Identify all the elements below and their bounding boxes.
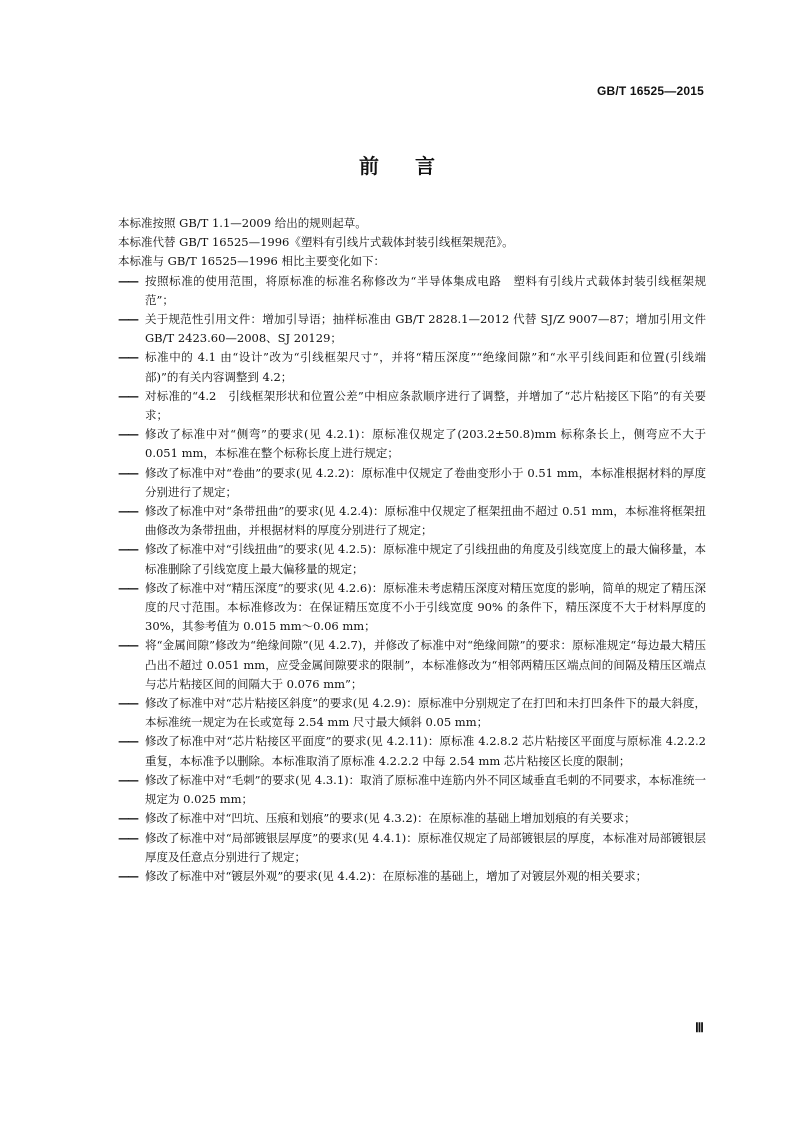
dash-marker: —— [118,811,137,826]
change-text: 按照标准的使用范围，将原标准的标准名称修改为“半导体集成电路 塑料有引线片式载体封装引线框架规范”； [145,273,706,307]
dash-marker: —— [118,830,137,845]
change-text: 修改了标准中对“凹坑、压痕和划痕”的要求(见 4.3.2)：在原标准的基础上增加划痕的有关要求； [145,811,636,826]
change-item [118,579,706,637]
change-text: 修改了标准中对“镀层外观”的要求(见 4.4.2)：在原标准的基础上，增加了对镀层外观的相关要求； [145,868,648,883]
change-item [118,540,706,578]
intro-paragraph: 本标准按照 GB/T 1.1—2009 给出的规则起草。 [118,216,367,230]
change-text: 对标准的“4.2 引线框架形状和位置公差”中相应条款顺序进行了调整，并增加了“芯片粘接区下陷”的有关要求； [145,388,706,423]
dash-marker: —— [118,388,137,403]
foreword-content [118,214,706,886]
change-item [118,387,706,425]
change-item [118,348,706,386]
change-text: 修改了标准中对“毛刺”的要求(见 4.3.1)：取消了原标准中连筋内外不同区域垂直毛刺的不同要求，本标准统一规定为 0.025 mm； [145,772,706,807]
change-text: 修改了标准中对“条带扭曲”的要求(见 4.2.4)：原标准中仅规定了框架扭曲不超过 0.51 mm，本标准将框架扭曲修改为条带扭曲，并根据材料的厚度分别进行了规定； [145,504,706,538]
dash-marker: —— [118,580,137,595]
change-text: 修改了标准中对“侧弯”的要求(见 4.2.1)：原标准仅规定了(203.2±50.8)mm 标称条长上，侧弯应不大于 0.051 mm，本标准在整个标称长度上进行规定； [145,427,706,461]
change-item [118,425,706,463]
dash-marker: —— [118,772,137,787]
dash-marker: —— [118,734,137,749]
dash-marker: —— [118,638,137,653]
change-text: 修改了标准中对“局部镀银层厚度”的要求(见 4.4.1)：原标准仅规定了局部镀银层的厚度，本标准对局部镀银层厚度及任意点分别进行了规定； [145,830,706,864]
change-item [118,310,706,348]
dash-marker: —— [118,542,137,557]
change-item [118,694,706,732]
change-item [118,502,706,540]
change-text: 修改了标准中对“芯片粘接区斜度”的要求(见 4.2.9)：原标准中分别规定了在打凹和未打凹条件下的最大斜度，本标准统一规定为在长或宽每 2.54 mm 尺寸最大倾斜 0.05 mm； [145,696,706,730]
dash-marker: —— [118,465,137,480]
page-number: Ⅲ [695,1020,704,1035]
intro-paragraph: 本标准与 GB/T 16525—1996 相比主要变化如下： [118,254,385,269]
change-item [118,272,706,310]
change-item [118,867,706,886]
dash-marker: —— [118,350,137,365]
change-text: 修改了标准中对“精压深度”的要求(见 4.2.6)：原标准未考虑精压深度对精压宽度的影响，简单的规定了精压深度的尺寸范围。本标准修改为：在保证精压宽度不小于引线宽度 90% 的条件下，精压深度不大于材料厚度的 30%，其参考值为 0.015 mm～0.06 mm； [145,580,706,634]
change-text: 修改了标准中对“引线扭曲”的要求(见 4.2.5)：原标准中规定了引线扭曲的角度及引线宽度上的最大偏移量，本标准删除了引线宽度上最大偏移量的规定； [145,542,706,576]
change-text: 关于规范性引用文件：增加引导语；抽样标准由 GB/T 2828.1—2012 代替 SJ/Z 9007—87；增加引用文件 GB/T 2423.60—2008、SJ 20129； [145,312,706,346]
change-text: 标准中的 4.1 由“设计”改为“引线框架尺寸”，并将“精压深度”“绝缘间隙”和“水平引线间距和位置(引线端部)”的有关内容调整到 4.2； [145,350,706,384]
dash-marker: —— [118,273,137,288]
change-item [118,771,706,809]
dash-marker: —— [118,868,137,883]
dash-marker: —— [118,312,137,327]
change-text: 修改了标准中对“芯片粘接区平面度”的要求(见 4.2.11)：原标准 4.2.8.2 芯片粘接区平面度与原标准 4.2.2.2 重复，本标准予以删除。本标准取消了原标准 4.2.2.2 中每 2.54 mm 芯片粘接区长度的限制； [145,734,706,768]
change-item [118,809,706,828]
standard-id: GB/T 16525—2015 [596,84,704,98]
change-item [118,732,706,770]
page-title: 前言 [359,154,471,178]
dash-marker: —— [118,504,137,519]
dash-marker: —— [118,427,137,442]
change-item [118,636,706,694]
dash-marker: —— [118,696,137,711]
intro-paragraph: 本标准代替 GB/T 16525—1996《塑料有引线片式载体封装引线框架规范》。 [118,235,514,250]
change-item [118,464,706,502]
change-item [118,829,706,867]
change-text: 将“金属间隙”修改为“绝缘间隙”(见 4.2.7)，并修改了标准中对“绝缘间隙”的要求：原标准规定“每边最大精压凸出不超过 0.051 mm，应受金属间隙要求的限制”，本标准修改为“相邻两精压区端点间的间隔及精压区端点与芯片粘接区间的间隔大于 0.076 mm”； [145,638,706,691]
change-text: 修改了标准中对“卷曲”的要求(见 4.2.2)：原标准中仅规定了卷曲变形小于 0.51 mm，本标准根据材料的厚度分别进行了规定； [145,465,706,499]
